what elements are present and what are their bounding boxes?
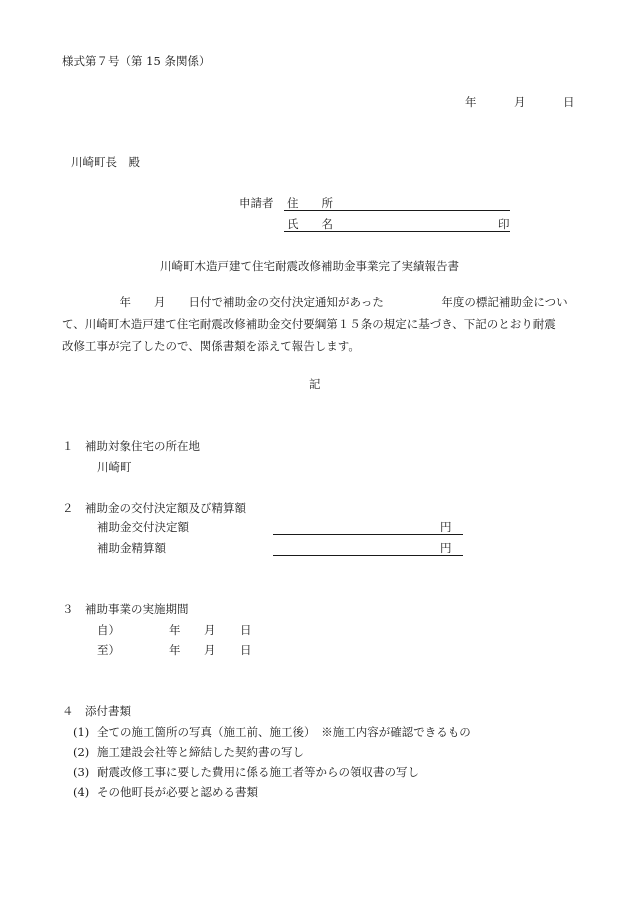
- ki-heading: 記: [309, 377, 321, 391]
- date-year: 年: [465, 95, 477, 109]
- grant-decision-label: 補助金交付決定額: [97, 520, 189, 534]
- attachment-4-text: その他町長が必要と認める書類: [97, 785, 258, 799]
- applicant-label: 申請者: [239, 196, 274, 210]
- section-2-heading: 補助金の交付決定額及び精算額: [85, 501, 246, 515]
- attachment-2-text: 施工建設会社等と締結した契約書の写し: [97, 745, 304, 759]
- section-3-heading: 補助事業の実施期間: [85, 602, 189, 616]
- attachment-2-number: (2): [73, 745, 90, 759]
- section-2-number: ２: [62, 501, 74, 515]
- date-day: 日: [563, 95, 575, 109]
- section-3-number: ３: [62, 602, 74, 616]
- period-from-label: 自）: [97, 623, 120, 637]
- address-line: [284, 210, 510, 211]
- period-to-month: 月: [204, 643, 216, 657]
- section-1-heading: 補助対象住宅の所在地: [85, 439, 200, 453]
- name-line: [284, 231, 510, 232]
- date-month: 月: [514, 95, 526, 109]
- document-title: 川崎町木造戸建て住宅耐震改修補助金事業完了実績報告書: [160, 259, 459, 273]
- section-1-number: １: [62, 439, 74, 453]
- grant-decision-unit: 円: [440, 520, 452, 534]
- period-to-day: 日: [240, 643, 252, 657]
- seal-mark: 印: [498, 217, 510, 231]
- address-label: 住 所: [287, 196, 333, 210]
- section-4-heading: 添付書類: [85, 704, 131, 718]
- period-to-year: 年: [169, 643, 181, 657]
- attachment-3-text: 耐震改修工事に要した費用に係る施工者等からの領収書の写し: [97, 765, 419, 779]
- grant-settlement-line: [273, 555, 463, 556]
- section-1-value: 川崎町: [97, 460, 132, 474]
- attachment-4-number: (4): [73, 785, 90, 799]
- period-from-year: 年: [169, 623, 181, 637]
- period-to-label: 至）: [97, 643, 120, 657]
- form-label: 様式第７号（第 15 条関係）: [62, 54, 211, 68]
- period-from-month: 月: [204, 623, 216, 637]
- addressee: 川崎町長 殿: [71, 155, 140, 169]
- grant-settlement-label: 補助金精算額: [97, 541, 166, 555]
- attachment-1-text: 全ての施工箇所の写真（施工前、施工後） ※施工内容が確認できるもの: [97, 725, 471, 739]
- name-label: 氏 名: [287, 217, 333, 231]
- grant-settlement-unit: 円: [440, 541, 452, 555]
- attachment-3-number: (3): [73, 765, 90, 779]
- body-line-1: 年 月 日付で補助金の交付決定通知があった 年度の標記補助金につい: [62, 295, 568, 309]
- grant-decision-line: [273, 534, 463, 535]
- attachment-1-number: (1): [73, 725, 90, 739]
- body-line-2: て、川崎町木造戸建て住宅耐震改修補助金交付要綱第１５条の規定に基づき、下記のとおり耐震: [62, 317, 556, 331]
- body-line-3: 改修工事が完了したので、関係書類を添えて報告します。: [62, 339, 360, 353]
- period-from-day: 日: [240, 623, 252, 637]
- section-4-number: ４: [62, 704, 74, 718]
